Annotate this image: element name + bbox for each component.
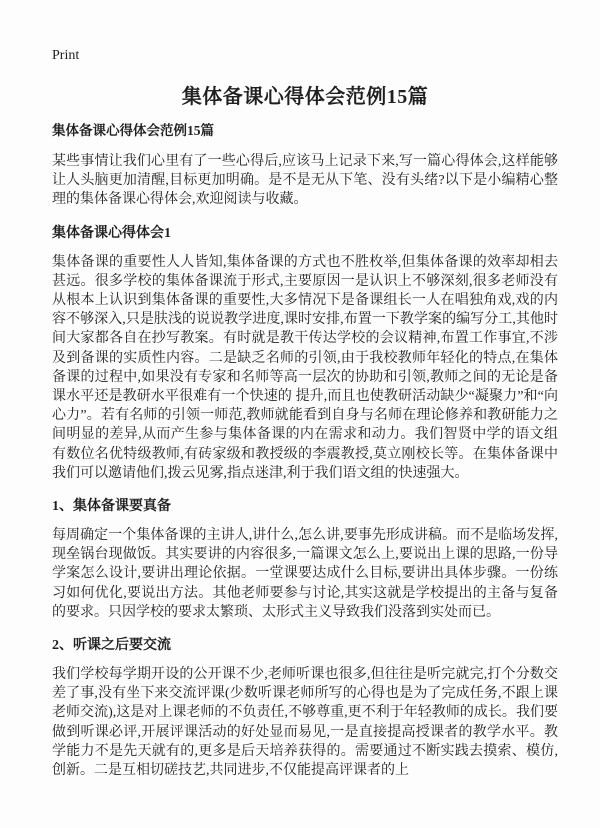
section-heading-2: 1、集体备课要真备 — [52, 499, 171, 515]
section-body-2: 每周确定一个集体备课的主讲人,讲什么,怎么讲,要事先形成讲稿。而不是临场发挥,现垒锅台现做饭。其实要讲的内容很多,一篇课文怎么上,要说出上课的思路,一份导学案怎么设计,要讲出理论依据。一堂课要达成什么目标,要讲出具体步骤。一份练习如何优化,要说出方法。其他老师要参与讨论,其实这就是学校提出的主备与复备的要求。只因学校的要求太繁琐、太形式主义导致我们没落到实处而已。 — [52, 528, 558, 620]
section-body-3: 我们学校每学期开设的公开课不少,老师听课也很多,但往往是听完就完,打个分数交差了事,没有坐下来交流评课(少数听课老师所写的心得也是为了完成任务,不跟上课老师交流),这是对上课老师的不负责任,不够尊重,更不利于年轻教师的成长。我们要做到听课必评,开展评课活动的好处显而易见,一是直接提高授课者的教学水平。教学能力不是先天就有的,更多是后天培养获得的。需要通过不断实践去摸索、模仿,创新。二是互相切磋技艺,共同进步,不仅能提高评课者的上 — [52, 667, 558, 779]
page-title: 集体备课心得体会范例15篇 — [181, 86, 429, 108]
intro-paragraph: 某些事情让我们心里有了一些心得后,应该马上记录下来,写一篇心得体会,这样能够让人头脑更加清醒,目标更加明确。是不是无从下笔、没有头绪?以下是小编精心整理的集体备课心得体会,欢迎阅读与收藏。 — [52, 154, 558, 208]
section-body-1: 集体备课的重要性人人皆知,集体备课的方式也不胜枚举,但集体备课的效率却相去甚远。很多学校的集体备课流于形式,主要原因一是认识上不够深刻,很多老师没有从根本上认识到集体备课的重要性,大多情况下是备课组长一人在唱独角戏,戏的内容不够深入,只是肤浅的说说教学进度,课时安排,布置一下教学案的编写分工,其他时间大家都各自在抄写教案。有时就是教干传达学校的会议精神,布置工作事宜,不涉及到备课的实质性内容。二是缺乏名师的引领,由于我校教师年轻化的特点,在集体备课的过程中,如果没有专家和名师等高一层次的协助和引领,教师之间的无论是备课水平还是教研水平很难有一个快速的 提升,而且也使教研活动缺少“凝聚力”和“向心力”。若有名师的引领一师范,教师就能看到自身与名师在理论修养和教研能力之间明显的差异,从而产生参与集体备课的内在需求和动力。我们智贤中学的语文组有数位名优特级教师,有砖家级和教授级的李震教授,莫立刚校长等。在集体备课中我们可以邀请他们,拨云见雾,指点迷津,利于我们语文组的快速强大。 — [52, 254, 558, 481]
section-heading-1: 集体备课心得体会1 — [52, 225, 171, 241]
print-link[interactable]: Print — [52, 48, 80, 63]
section-heading-3: 2、听课之后要交流 — [52, 638, 171, 654]
article-subtitle: 集体备课心得体会范例15篇 — [52, 123, 214, 138]
